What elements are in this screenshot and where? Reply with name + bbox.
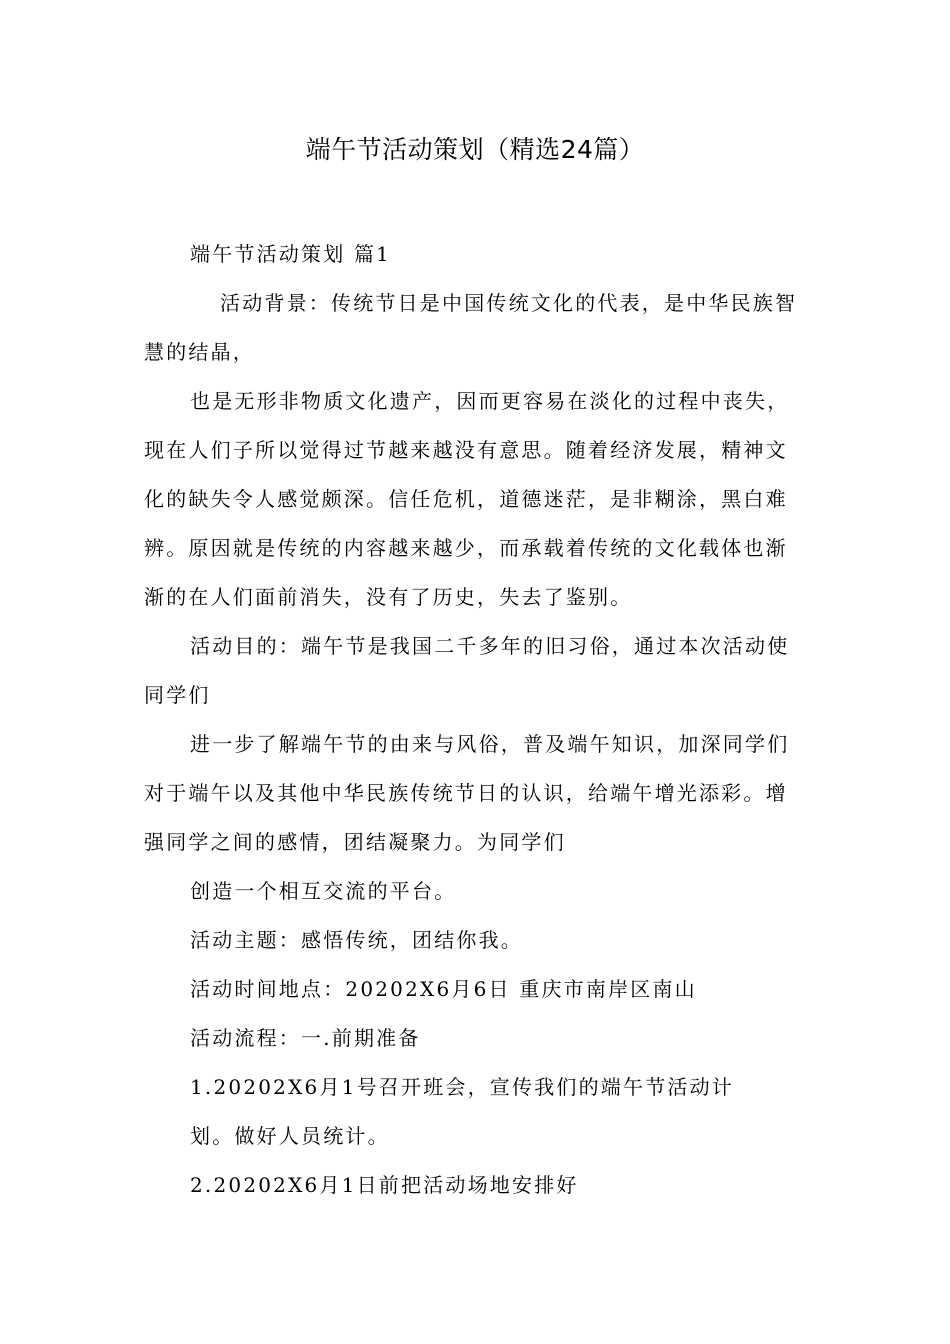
paragraph-process: 活动流程：一.前期准备 — [190, 1026, 421, 1050]
paragraph-purpose-continued: 进一步了解端午节的由来与风俗，普及端午知识，加深同学们对于端午以及其他中华民族传统节日的认识，给端午增光添彩。增强同学之间的感情，团结凝聚力。为同学们 — [144, 732, 790, 854]
list-item-step-1-continued: 划。做好人员统计。 — [190, 1124, 390, 1148]
paragraph-theme: 活动主题：感悟传统，团结你我。 — [190, 928, 523, 952]
paragraph-platform: 创造一个相互交流的平台。 — [190, 879, 457, 903]
list-item-step-1: 1.20202X6月1号召开班会，宣传我们的端午节活动计 — [190, 1075, 734, 1099]
paragraph-time-location: 活动时间地点：20202X6月6日 重庆市南岸区南山 — [190, 977, 697, 1001]
list-item-step-2: 2.20202X6月1日前把活动场地安排好 — [190, 1173, 579, 1197]
paragraph-background-continued: 也是无形非物质文化遗产，因而更容易在淡化的过程中丧失，现在人们子所以觉得过节越来越没有意思。随着经济发展，精神文化的缺失令人感觉颇深。信任危机，道德迷茫，是非糊涂，黑白难辨。原因就是传统的内容越来越少，而承载着传统的文化载体也渐渐的在人们面前消失，没有了历史，失去了鉴别。 — [144, 389, 790, 609]
document-body — [144, 230, 808, 1210]
document-title: 端午节活动策划（精选24篇） — [305, 135, 645, 164]
paragraph-background: 活动背景：传统节日是中国传统文化的代表，是中华民族智慧的结晶， — [144, 291, 798, 364]
section-heading: 端午节活动策划 篇1 — [190, 242, 392, 266]
paragraph-purpose: 活动目的：端午节是我国二千多年的旧习俗，通过本次活动使同学们 — [144, 634, 790, 707]
